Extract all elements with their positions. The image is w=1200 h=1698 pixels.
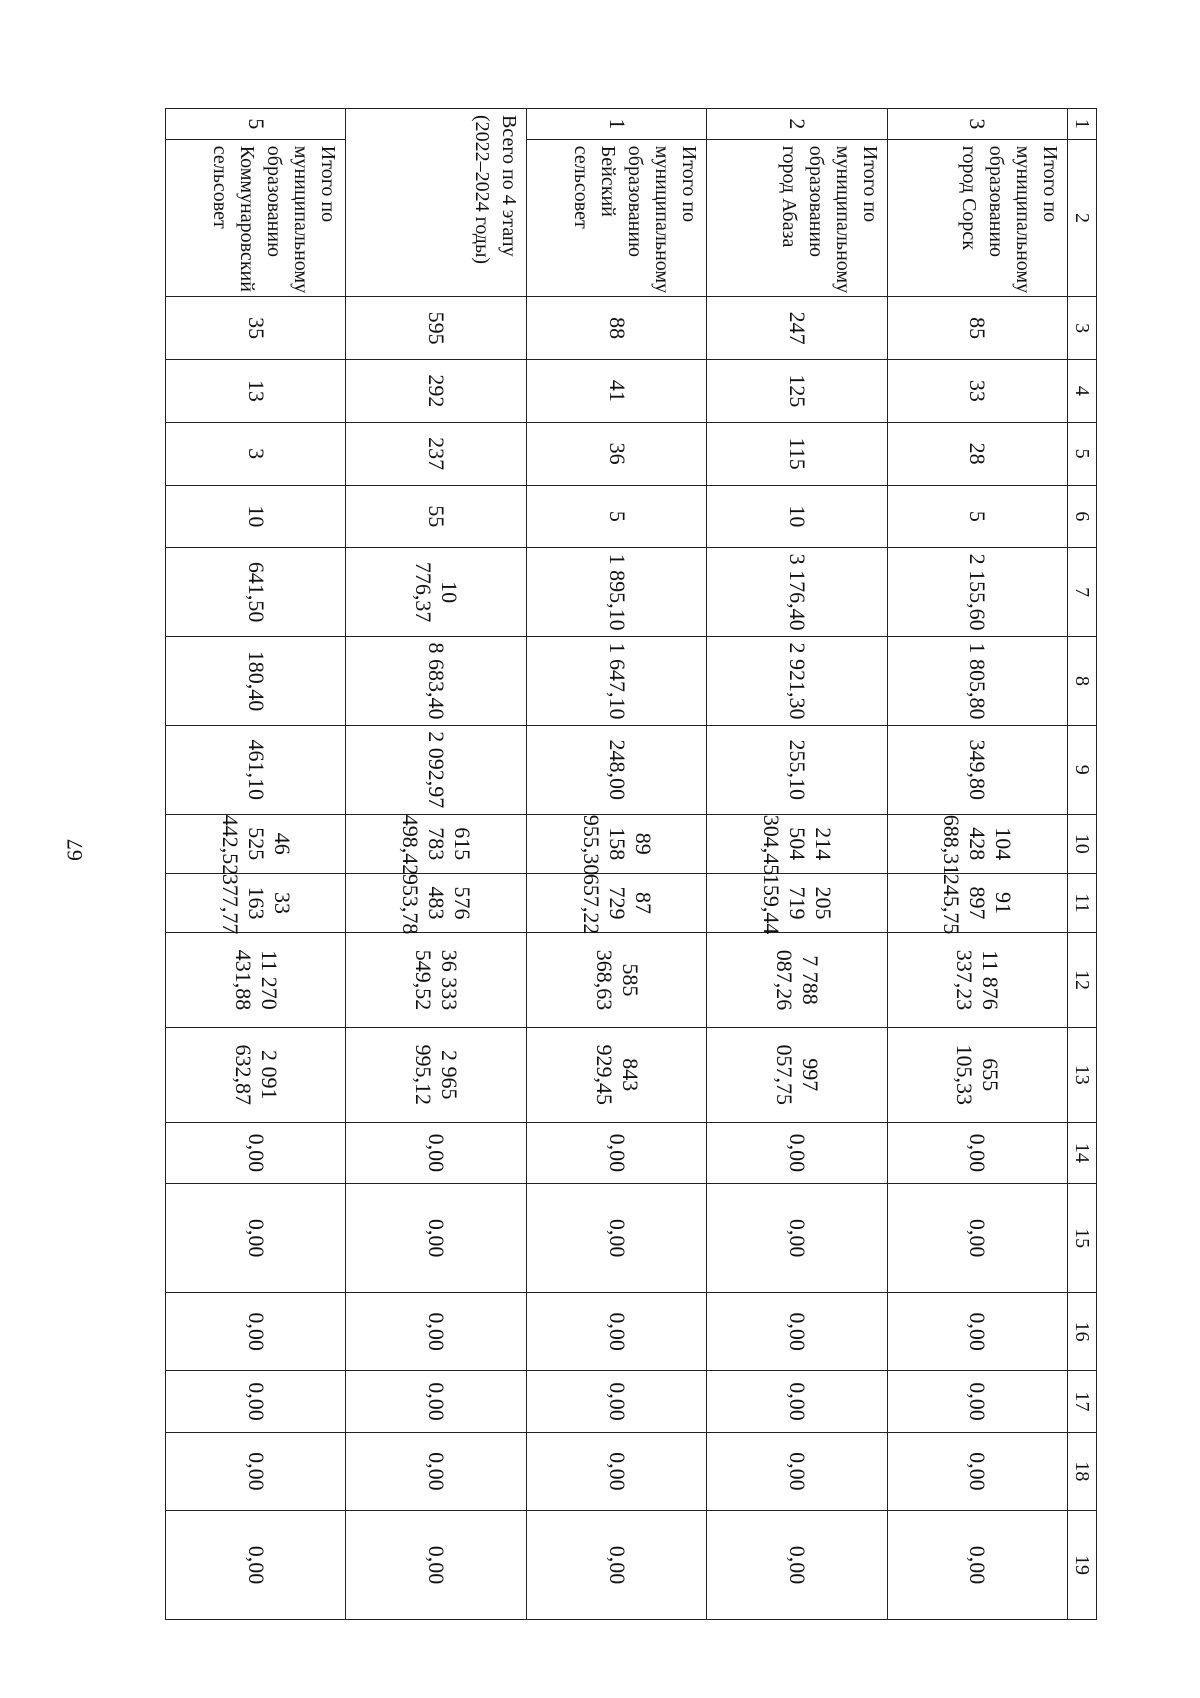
value-cell: 0,00 [526, 1510, 706, 1619]
value-cell: 615 783 498,42 [346, 814, 526, 873]
value-cell: 0,00 [166, 1371, 346, 1433]
column-number-header: 10 [1068, 814, 1097, 873]
value-cell: 0,00 [346, 1122, 526, 1184]
value-cell: 248,00 [526, 725, 706, 814]
row-label-text: Итого по муниципальному образованию город Сорск [958, 145, 1061, 294]
value-cell: 35 [166, 297, 346, 360]
value-cell: 576 483 953,78 [346, 873, 526, 932]
column-number-header: 19 [1068, 1510, 1097, 1619]
row-number-cell: 5 [166, 109, 346, 140]
column-number-header: 5 [1068, 422, 1097, 485]
value-cell: 0,00 [887, 1184, 1067, 1293]
value-cell: 33 [887, 360, 1067, 423]
column-number-header: 18 [1068, 1432, 1097, 1510]
value-cell: 205 719 159,44 [707, 873, 887, 932]
value-cell: 88 [526, 297, 706, 360]
value-cell: 180,40 [166, 637, 346, 726]
column-number-header: 8 [1068, 637, 1097, 726]
value-cell: 36 [526, 422, 706, 485]
value-cell: 28 [887, 422, 1067, 485]
value-cell: 0,00 [707, 1371, 887, 1433]
value-cell: 1 647,10 [526, 637, 706, 726]
value-cell: 85 [887, 297, 1067, 360]
value-cell: 2 965 995,12 [346, 1027, 526, 1122]
row-number-cell: 2 [707, 109, 887, 140]
table-row [887, 109, 1067, 1620]
page-number: 67 [62, 839, 87, 861]
value-cell: 125 [707, 360, 887, 423]
value-cell: 0,00 [887, 1293, 1067, 1371]
value-cell: 1 895,10 [526, 548, 706, 637]
value-cell: 104 428 688,31 [887, 814, 1067, 873]
column-number-header: 14 [1068, 1122, 1097, 1184]
value-cell: 461,10 [166, 725, 346, 814]
row-number-cell: 3 [887, 109, 1067, 140]
column-number-header: 15 [1068, 1184, 1097, 1293]
row-label-cell [887, 139, 1067, 296]
value-cell: 0,00 [707, 1510, 887, 1619]
value-cell: 10 [166, 485, 346, 548]
value-cell: 10 776,37 [346, 548, 526, 637]
value-cell: 36 333 549,52 [346, 933, 526, 1028]
value-cell: 2 155,60 [887, 548, 1067, 637]
column-number-header: 3 [1068, 297, 1097, 360]
value-cell: 8 683,40 [346, 637, 526, 726]
value-cell: 0,00 [707, 1432, 887, 1510]
total-label-cell: Всего по 4 этапу (2022–2024 годы) [346, 109, 526, 297]
value-cell: 0,00 [707, 1184, 887, 1293]
column-number-header: 9 [1068, 725, 1097, 814]
value-cell: 5 [526, 485, 706, 548]
column-number-header: 6 [1068, 485, 1097, 548]
data-table [165, 108, 1097, 1620]
value-cell: 255,10 [707, 725, 887, 814]
value-cell: 0,00 [166, 1122, 346, 1184]
row-label-text: Итого по муниципальному образованию Коммунаровский сельсовет [209, 145, 340, 294]
value-cell: 11 270 431,88 [166, 933, 346, 1028]
value-cell: 843 929,45 [526, 1027, 706, 1122]
value-cell: 0,00 [526, 1293, 706, 1371]
value-cell: 0,00 [166, 1510, 346, 1619]
table-row [346, 109, 526, 1620]
value-cell: 91 897 245,75 [887, 873, 1067, 932]
value-cell: 247 [707, 297, 887, 360]
value-cell: 7 788 087,26 [707, 933, 887, 1028]
column-number-header: 2 [1068, 139, 1097, 296]
value-cell: 585 368,63 [526, 933, 706, 1028]
value-cell: 0,00 [166, 1293, 346, 1371]
column-number-header: 11 [1068, 873, 1097, 932]
value-cell: 87 729 657,22 [526, 873, 706, 932]
value-cell: 0,00 [346, 1510, 526, 1619]
row-number-cell: 1 [526, 109, 706, 140]
value-cell: 2 091 632,87 [166, 1027, 346, 1122]
value-cell: 237 [346, 422, 526, 485]
value-cell: 214 504 304,45 [707, 814, 887, 873]
value-cell: 55 [346, 485, 526, 548]
value-cell: 0,00 [346, 1432, 526, 1510]
column-number-header: 13 [1068, 1027, 1097, 1122]
value-cell: 0,00 [526, 1122, 706, 1184]
value-cell: 0,00 [166, 1432, 346, 1510]
value-cell: 0,00 [887, 1432, 1067, 1510]
value-cell: 641,50 [166, 548, 346, 637]
column-number-header: 12 [1068, 933, 1097, 1028]
value-cell: 1 805,80 [887, 637, 1067, 726]
table-row [526, 109, 706, 1620]
table-row [166, 109, 346, 1620]
value-cell: 349,80 [887, 725, 1067, 814]
row-label-cell [707, 139, 887, 296]
value-cell: 41 [526, 360, 706, 423]
value-cell: 997 057,75 [707, 1027, 887, 1122]
value-cell: 0,00 [346, 1184, 526, 1293]
value-cell: 0,00 [166, 1184, 346, 1293]
value-cell: 0,00 [887, 1371, 1067, 1433]
value-cell: 3 176,40 [707, 548, 887, 637]
column-number-row [1068, 109, 1097, 1620]
value-cell: 0,00 [707, 1122, 887, 1184]
value-cell: 5 [887, 485, 1067, 548]
column-number-header: 16 [1068, 1293, 1097, 1371]
value-cell: 11 876 337,23 [887, 933, 1067, 1028]
value-cell: 10 [707, 485, 887, 548]
column-number-header: 7 [1068, 548, 1097, 637]
value-cell: 13 [166, 360, 346, 423]
value-cell: 595 [346, 297, 526, 360]
row-label-text: Итого по муниципальному образованию Бейский сельсовет [570, 145, 701, 294]
value-cell: 655 105,33 [887, 1027, 1067, 1122]
value-cell: 89 158 955,30 [526, 814, 706, 873]
value-cell: 2 921,30 [707, 637, 887, 726]
row-label-text: Итого по муниципальному образованию город Абаза [777, 145, 881, 294]
value-cell: 0,00 [346, 1371, 526, 1433]
value-cell: 115 [707, 422, 887, 485]
column-number-header: 17 [1068, 1371, 1097, 1433]
value-cell: 0,00 [526, 1432, 706, 1510]
value-cell: 0,00 [887, 1510, 1067, 1619]
value-cell: 46 525 442,52 [166, 814, 346, 873]
value-cell: 2 092,97 [346, 725, 526, 814]
value-cell: 3 [166, 422, 346, 485]
value-cell: 0,00 [887, 1122, 1067, 1184]
value-cell: 292 [346, 360, 526, 423]
value-cell: 0,00 [526, 1184, 706, 1293]
column-number-header: 1 [1068, 109, 1097, 140]
value-cell: 0,00 [346, 1293, 526, 1371]
column-number-header: 4 [1068, 360, 1097, 423]
data-table-wrapper [165, 108, 1097, 1620]
value-cell: 0,00 [526, 1371, 706, 1433]
row-label-cell [526, 139, 706, 296]
table-row [707, 109, 887, 1620]
value-cell: 0,00 [707, 1293, 887, 1371]
row-label-cell [166, 139, 346, 296]
value-cell: 33 163 377,77 [166, 873, 346, 932]
